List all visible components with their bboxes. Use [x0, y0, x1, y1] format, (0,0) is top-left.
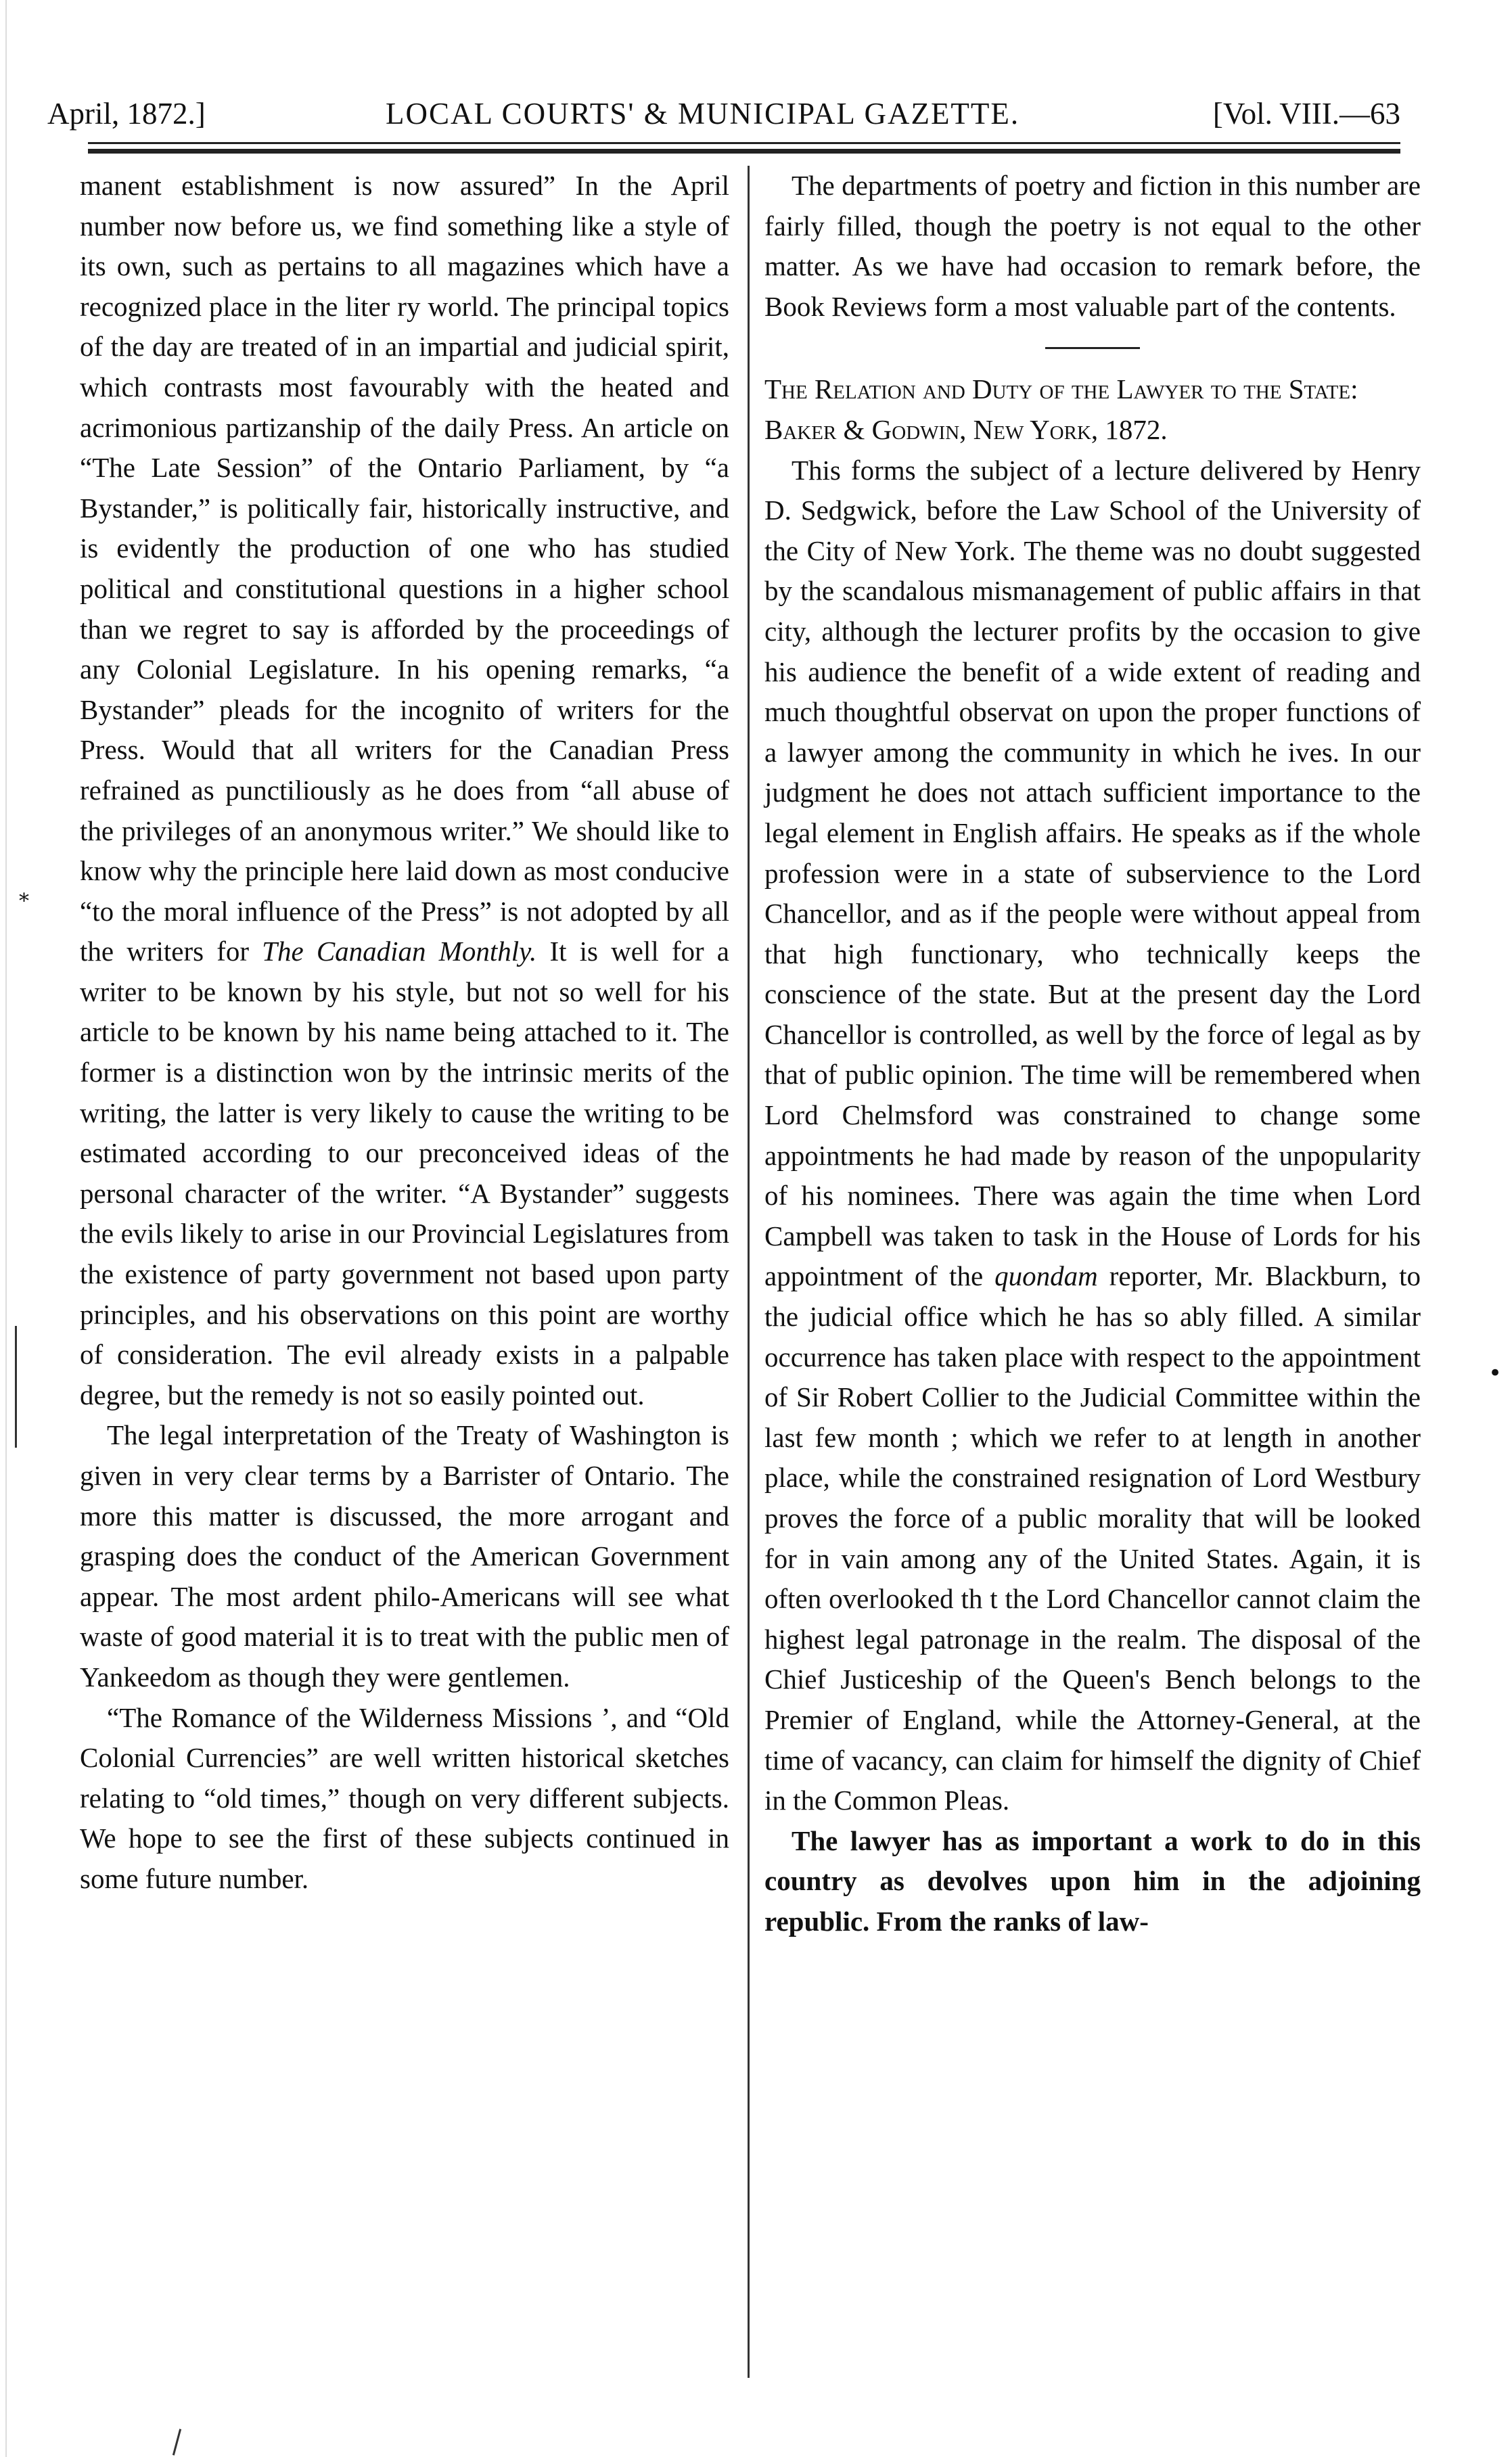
section-separator: [1045, 347, 1140, 349]
right-column: [764, 166, 1421, 1942]
left-paragraph-2: The legal interpretation of the Treaty of Washington is given in very clear terms by a Barrister of Ontario. The more this matter is discussed, the more arrogant and grasping does the conduct of the American Government appear. The most ardent philo-Americans will see what waste of good material it is to treat with the public men of Yankeedom as though they were gentlemen.: [80, 1419, 729, 1693]
left-p1-text: manent establishment is now assured” In the April number now before us, we find something like a style of its own, such as pertains to all magazines which have a recognized place in the liter ry world. The principal topics of the day are treated of in an impartial and judicial spirit, which contrasts most favourably with the heated and acrimonious partizanship of the daily Press. An article on “The Late Session” of the Ontario Parliament, by “a Bystander,” is politically fair, historically instructive, and is evidently the production of one who has studied political and constitutional questions in a higher school than we regret to say is afforded by the proceedings of any Colonial Legislature. In his opening remarks, “a Bystander” pleads for the incognito of writers for the Press. Would that all writers for the Canadian Press refrained as punctiliously as he does from “all abuse of the privileges of an anonymous writer.” We should like to know why the principle here laid down as most conducive “to the moral influence of the Press” is not adopted by all the writers for: [80, 170, 729, 967]
header-rule-thin: [88, 142, 1400, 144]
magazine-title: The Canadian Monthly.: [262, 936, 537, 967]
book-title: The Relation and Duty of the Lawyer to the State:: [764, 373, 1358, 405]
header-title: LOCAL COURTS' & MUNICIPAL GAZETTE.: [386, 97, 1020, 131]
margin-dot-left: ⁎: [19, 883, 29, 906]
right-p2-rest: reporter, Mr. Blackburn, to the judicial office which he has so ably filled. A similar occurrence has taken place with respect to the appointment of Sir Robert Collier to the Judicial Committee within the last few month ; which we refer to at length in another place, while the constrained resignation of Lord Westbury proves the force of a public morality that will be looked for in vain among any of the United States. Again, it is often overlooked th t the Lord Chancellor cannot claim the highest legal patronage in the realm. The disposal of the Chief Justiceship of the Queen's Bench belongs to the Premier of England, while the Attorney-General, at the time of vacancy, can claim for himself the dignity of Chief in the Common Pleas.: [764, 1260, 1421, 1816]
header-volume: [Vol. VIII.—63: [1212, 97, 1400, 131]
right-p3-bold: From the ranks of law-: [876, 1905, 1149, 1937]
header-date: April, 1872.]: [47, 97, 206, 131]
margin-dot-right: •: [1488, 1360, 1503, 1387]
right-paragraph-3: [764, 1821, 1421, 1942]
margin-mark: [15, 1326, 17, 1448]
right-p2-text: This forms the subject of a lecture delivered by Henry D. Sedgwick, before the Law School of the University of the City of New York. The theme was no doubt suggested by the scandalous mismanagement of public affairs in that city, although the lecturer profits by the occasion to give his audience the benefit of a wide extent of reading and much thoughtful observat on upon the proper functions of a lawyer among the community in which he ives. In our judgment he does not attach sufficient importance to the legal element in English affairs. He speaks as if the whole profession were in a state of subservience to the Lord Chancellor, and as if the people were without appeal from that high functionary, who technically keeps the conscience of the state. But at the present day the Lord Chancellor is controlled, as well by the force of legal as by that of public opinion. The time will be remembered when Lord Chelmsford was constrained to change some appointments he had made by reason of the unpopularity of his nominees. There was again the time when Lord Campbell was taken to task in the House of Lords for his appointment of the: [764, 454, 1421, 1292]
left-paragraph-3: “The Romance of the Wilderness Missions ’, and “Old Colonial Currencies” are well written historical sketches relating to “old times,” though on very different subjects. We hope to see the first of these subjects continued in some future number.: [80, 1701, 729, 1894]
column-divider: [748, 166, 750, 2378]
book-publisher: Baker & Godwin, New York, 1872.: [764, 413, 1168, 445]
right-p3-text: The lawyer has as important a work to do in this country as devolves upon him in the adjoining republic.: [764, 1824, 1421, 1937]
left-p1-rest: It is well for a writer to be known by his style, but not so well for his article to be known by his name being attached to it. The former is a distinction won by the intrinsic merits of the writing, the latter is very likely to cause the writing to be estimated according to our preconceived ideas of the personal character of the writer. “A Bystander” suggests the evils likely to arise in our Provincial Legislatures from the existence of party government not based upon party principles, and his observations on this point are worthy of consideration. The evil already exists in a palpable degree, but the remedy is not so easily pointed out.: [80, 936, 729, 1410]
left-paragraph-1: [80, 166, 729, 1415]
right-paragraph-1: The departments of poetry and fiction in this number are fairly filled, though the poetry is not equal to the other matter. As we have had occasion to remark before, the Book Reviews form a most valuable part of the contents.: [764, 170, 1421, 322]
bottom-tick: [173, 2429, 181, 2455]
page-header: [47, 89, 1400, 137]
right-paragraph-2: [764, 451, 1421, 1821]
quondam-word: quondam: [994, 1260, 1098, 1292]
header-rule-thick: [88, 149, 1400, 154]
book-heading: [764, 369, 1421, 450]
left-column: [80, 166, 729, 1900]
page-edge-line: [5, 0, 7, 2457]
